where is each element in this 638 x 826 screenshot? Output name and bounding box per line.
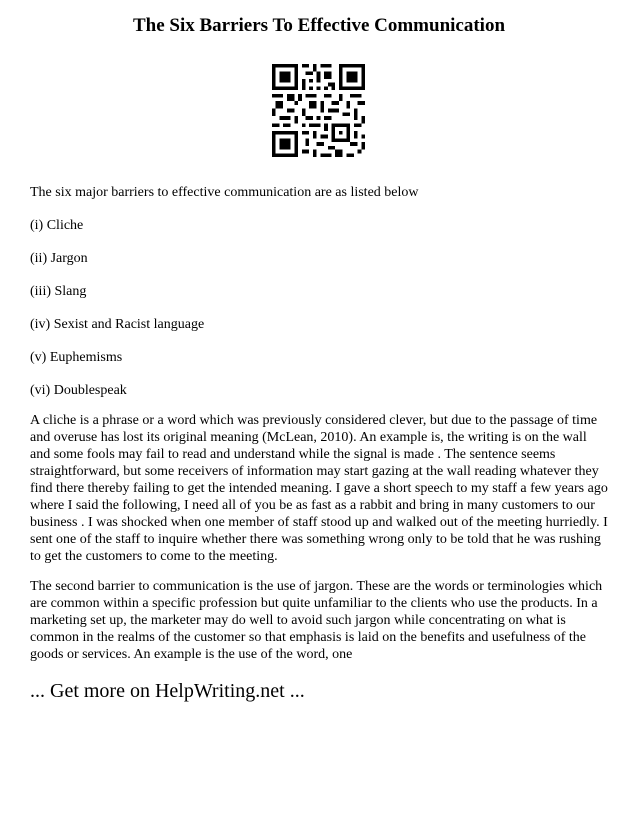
cliche-paragraph: A cliche is a phrase or a word which was previously considered clever, but due to the passage of time and overuse has lost its original meaning (McLean, 2010). An example is, the writing is on the wall and some fools may fail to read and understand while the signal is made . The sentence seems straightforward, but some receivers of information may start gazing at the wall reading whatever they find there thereby failing to get the intended meaning. I gave a short speech to my staff a few years ago where I said the following, I need all of you be as fast as a rabbit and bring in many customers to our business . I was shocked when one member of staff stood up and walked out of the meeting hurriedly. I sent one of the staff to inquire whether there was something wrong only to be told that he was rushing to get the customers to come to the meeting. (30, 413, 608, 564)
list-item: (iii) Slang (30, 284, 87, 299)
list-item: (v) Euphemisms (30, 350, 123, 365)
qr-code-icon (272, 64, 365, 157)
list-item: (ii) Jargon (30, 251, 88, 266)
list-item: (i) Cliche (30, 218, 84, 233)
jargon-paragraph: The second barrier to communication is the use of jargon. These are the words or terminologies which are common within a specific profession but quite unfamiliar to the clients who use the products. In a marketing set up, the marketer may do well to avoid such jargon while concentrating on what is common in the realms of the customer so that emphasis is laid on the benefits and usefulness of the goods or services. An example is the use of the word, one (30, 579, 603, 662)
barrier-list (30, 217, 204, 415)
list-item: (iv) Sexist and Racist language (30, 317, 205, 332)
intro-text: The six major barriers to effective communication are as listed below (30, 185, 419, 200)
page-title: The Six Barriers To Effective Communication (132, 15, 506, 36)
get-more-link[interactable]: ... Get more on HelpWriting.net ... (30, 680, 305, 702)
list-item: (vi) Doublespeak (30, 383, 127, 398)
